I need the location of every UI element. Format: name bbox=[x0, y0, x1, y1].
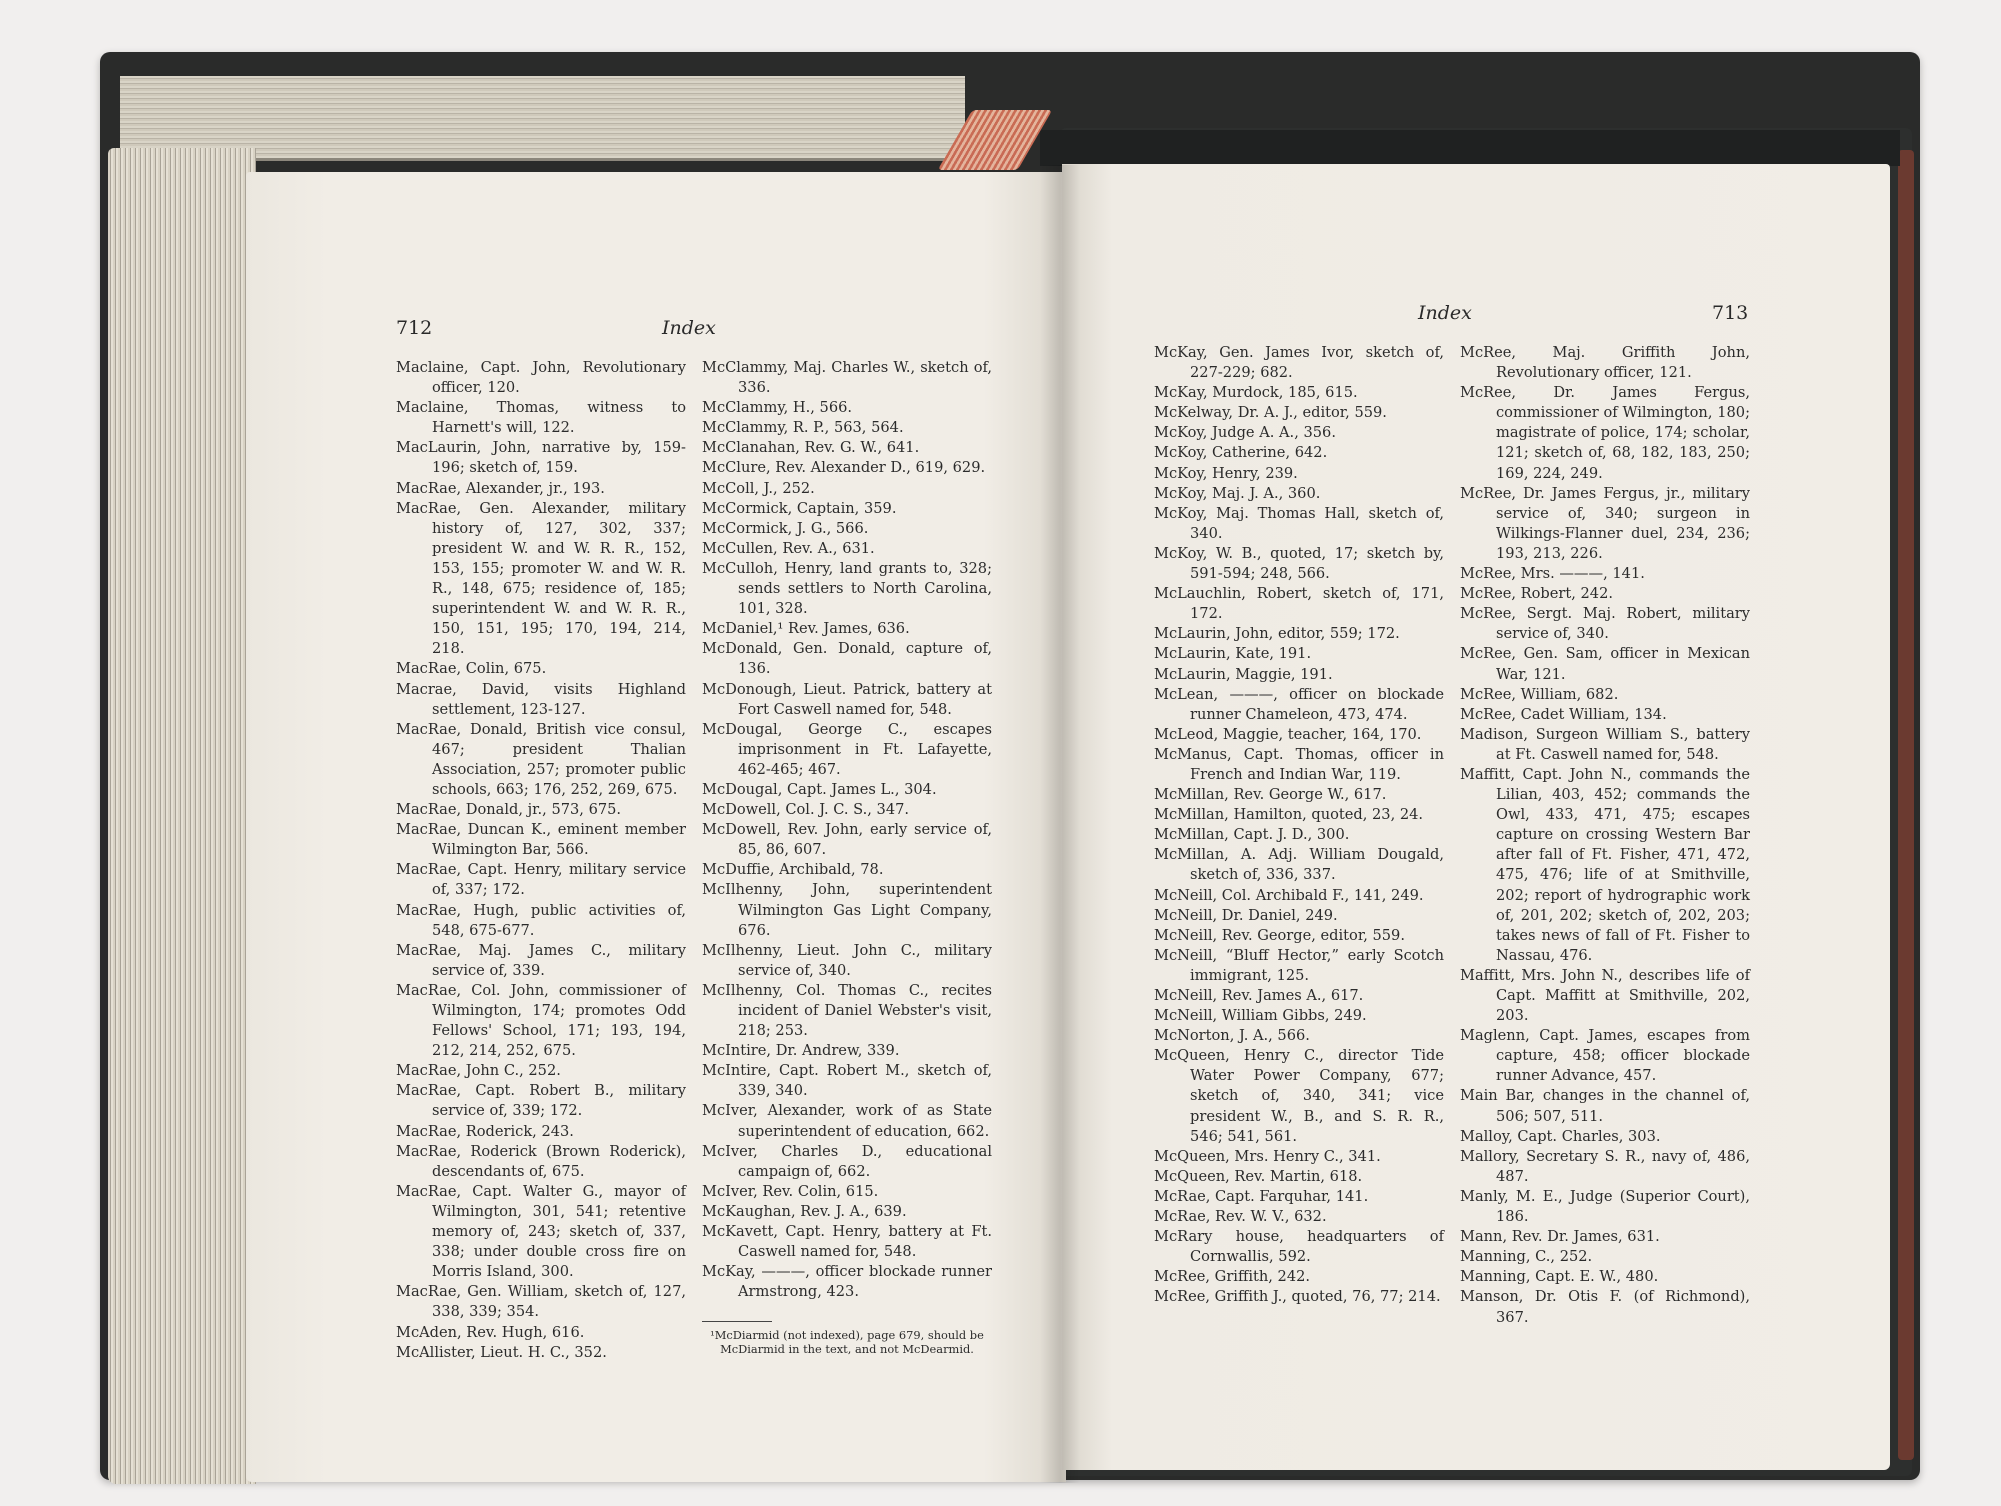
index-column bbox=[396, 358, 686, 1363]
index-entry: Manning, C., 252. bbox=[1460, 1248, 1593, 1266]
index-entry: McNeill, “Bluff Hector,” early Scotch immigrant, 125. bbox=[1154, 946, 1444, 984]
index-entry: McMillan, A. Adj. William Dougald, sketch of, 336, 337. bbox=[1154, 846, 1444, 884]
right-page-number: 713 bbox=[1712, 302, 1749, 324]
index-entry: MacRae, Gen. Alexander, military history of, 127, 302, 337; president W. and W. R. R., 152, 153, 155; promoter W. and W. R. R., 148, 675; residence of, 185; superintendent W. and W. R. R., 150, 151, 195; 170, 194, 214, 218. bbox=[396, 499, 686, 658]
index-entry: Maclaine, Capt. John, Revolutionary officer, 120. bbox=[396, 359, 686, 397]
index-entry: McIver, Rev. Colin, 615. bbox=[702, 1182, 879, 1200]
index-entry: Maffitt, Mrs. John N., describes life of Capt. Maffitt at Smithville, 202, 203. bbox=[1460, 966, 1750, 1025]
index-entry: McIntire, Capt. Robert M., sketch of, 339, 340. bbox=[702, 1062, 992, 1100]
footnote-rule bbox=[702, 1321, 772, 1322]
index-entry: McClammy, R. P., 563, 564. bbox=[702, 419, 904, 437]
index-entry: MacRae, Duncan K., eminent member Wilmington Bar, 566. bbox=[396, 821, 686, 859]
index-entry: McClure, Rev. Alexander D., 619, 629. bbox=[702, 459, 986, 477]
index-entry: McQueen, Henry C., director Tide Water Power Company, 677; sketch of, 340, 341; vice president W., B., and S. R. R., 546; 541, 561. bbox=[1154, 1047, 1444, 1145]
index-entry: MacLaurin, John, narrative by, 159-196; sketch of, 159. bbox=[396, 439, 686, 477]
index-entry: McRee, Gen. Sam, officer in Mexican War, 121. bbox=[1460, 645, 1750, 683]
index-entry: McRee, Maj. Griffith John, Revolutionary officer, 121. bbox=[1460, 344, 1750, 382]
index-entry: McIlhenny, John, superintendent Wilmington Gas Light Company, 676. bbox=[702, 881, 992, 939]
index-entry: McDougal, Capt. James L., 304. bbox=[702, 780, 937, 798]
index-entry: McRee, Griffith J., quoted, 76, 77; 214. bbox=[1154, 1288, 1441, 1306]
index-entry: MacRae, Alexander, jr., 193. bbox=[396, 479, 605, 497]
index-entry: Malloy, Capt. Charles, 303. bbox=[1460, 1127, 1661, 1145]
index-entry: McClammy, H., 566. bbox=[702, 399, 853, 417]
index-entry: MacRae, Roderick, 243. bbox=[396, 1122, 574, 1140]
index-entry: McKoy, Maj. J. A., 360. bbox=[1154, 484, 1321, 502]
index-entry: McDowell, Col. J. C. S., 347. bbox=[702, 801, 910, 819]
gutter-shadow bbox=[1040, 165, 1080, 1483]
index-entry: McKelway, Dr. A. J., editor, 559. bbox=[1154, 404, 1387, 422]
index-entry: McKoy, Henry, 239. bbox=[1154, 464, 1298, 482]
index-entry: Mallory, Secretary S. R., navy of, 486, 487. bbox=[1460, 1147, 1750, 1185]
left-page-number: 712 bbox=[396, 317, 433, 339]
index-entry: McRee, Griffith, 242. bbox=[1154, 1268, 1311, 1286]
index-entry: MacRae, John C., 252. bbox=[396, 1062, 561, 1080]
index-entry: Main Bar, changes in the channel of, 506; 507, 511. bbox=[1460, 1087, 1750, 1125]
index-entry: McClanahan, Rev. G. W., 641. bbox=[702, 439, 920, 457]
index-entry: McNeill, Col. Archibald F., 141, 249. bbox=[1154, 886, 1424, 904]
index-entry: McManus, Capt. Thomas, officer in French and Indian War, 119. bbox=[1154, 745, 1444, 783]
index-entry: McDowell, Rev. John, early service of, 85, 86, 607. bbox=[702, 821, 992, 859]
index-entry: McRee, William, 682. bbox=[1460, 685, 1619, 703]
index-entry: McDuffie, Archibald, 78. bbox=[702, 861, 884, 879]
index-entry: MacRae, Capt. Henry, military service of, 337; 172. bbox=[396, 861, 686, 899]
index-entry: McCullen, Rev. A., 631. bbox=[702, 539, 875, 557]
index-entry: MacRae, Col. John, commissioner of Wilmington, 174; promotes Odd Fellows' School, 171; 193, 194, 212, 214, 252, 675. bbox=[396, 981, 686, 1060]
index-entry: McKay, ———, officer blockade runner Armstrong, 423. bbox=[702, 1263, 992, 1301]
index-entry: McCormick, J. G., 566. bbox=[702, 519, 869, 537]
index-entry: McRae, Capt. Farquhar, 141. bbox=[1154, 1187, 1369, 1205]
index-entry: McCulloh, Henry, land grants to, 328; sends settlers to North Carolina, 101, 328. bbox=[702, 559, 992, 618]
index-entry: MacRae, Capt. Walter G., mayor of Wilmington, 301, 541; retentive memory of, 243; sketch of, 337, 338; under double cross fire on Morris Island, 300. bbox=[396, 1182, 686, 1281]
index-entry: McKay, Murdock, 185, 615. bbox=[1154, 384, 1358, 402]
index-column bbox=[1154, 343, 1444, 1308]
index-entry: McLaurin, Maggie, 191. bbox=[1154, 665, 1333, 683]
index-entry: McDonough, Lieut. Patrick, battery at Fort Caswell named for, 548. bbox=[702, 680, 992, 718]
index-entry: MacRae, Maj. James C., military service of, 339. bbox=[396, 941, 686, 979]
index-entry: Manson, Dr. Otis F. (of Richmond), 367. bbox=[1460, 1288, 1750, 1326]
index-entry: MacRae, Roderick (Brown Roderick), descendants of, 675. bbox=[396, 1142, 686, 1180]
footnote: ¹McDiarmid (not indexed), page 679, should be McDiarmid in the text, and not McDearmid. bbox=[710, 1328, 984, 1356]
spine bbox=[1040, 130, 1900, 166]
index-entry: Madison, Surgeon William S., battery at Ft. Caswell named for, 548. bbox=[1460, 725, 1750, 763]
cover-edge bbox=[1898, 150, 1914, 1460]
right-running-head: Index bbox=[1418, 302, 1472, 324]
index-entry: MacRae, Capt. Robert B., military service of, 339; 172. bbox=[396, 1082, 686, 1120]
index-entry: McIlhenny, Col. Thomas C., recites incident of Daniel Webster's visit, 218; 253. bbox=[702, 981, 992, 1040]
index-entry: Macrae, David, visits Highland settlement, 123-127. bbox=[396, 680, 686, 718]
left-running-head: Index bbox=[662, 317, 716, 339]
index-entry: McRary house, headquarters of Cornwallis, 592. bbox=[1154, 1228, 1444, 1266]
index-entry: McIlhenny, Lieut. John C., military service of, 340. bbox=[702, 941, 992, 979]
page-block-fore-edge bbox=[108, 148, 256, 1484]
index-entry: McRee, Cadet William, 134. bbox=[1460, 705, 1667, 723]
index-entry: McIver, Alexander, work of as State superintendent of education, 662. bbox=[702, 1102, 992, 1140]
index-entry: Maclaine, Thomas, witness to Harnett's will, 122. bbox=[396, 399, 686, 437]
index-entry: McLaurin, Kate, 191. bbox=[1154, 645, 1312, 663]
index-entry: McNorton, J. A., 566. bbox=[1154, 1027, 1310, 1045]
index-entry: McLean, ———, officer on blockade runner Chameleon, 473, 474. bbox=[1154, 685, 1444, 723]
index-entry: McAllister, Lieut. H. C., 352. bbox=[396, 1343, 607, 1361]
index-entry: McIntire, Dr. Andrew, 339. bbox=[702, 1042, 900, 1060]
index-entry: MacRae, Donald, jr., 573, 675. bbox=[396, 801, 622, 819]
index-entry: Manly, M. E., Judge (Superior Court), 186. bbox=[1460, 1187, 1750, 1226]
index-entry: Maffitt, Capt. John N., commands the Lilian, 403, 452; commands the Owl, 433, 471, 475; escapes capture on crossing Western Bar after fall of Ft. Fisher, 471, 472, 475, 476; life of at Smithville, 202; report of hydrographic work of, 201, 202; sketch of, 202, 203; takes news of fall of Ft. Fisher to Nassau, 476. bbox=[1460, 765, 1750, 964]
index-entry: McMillan, Hamilton, quoted, 23, 24. bbox=[1154, 806, 1424, 824]
index-entry: MacRae, Gen. William, sketch of, 127, 338, 339; 354. bbox=[396, 1283, 686, 1321]
index-entry: McRee, Sergt. Maj. Robert, military service of, 340. bbox=[1460, 605, 1750, 643]
index-entry: MacRae, Colin, 675. bbox=[396, 660, 547, 678]
index-column bbox=[1460, 343, 1750, 1328]
index-entry: McMillan, Rev. George W., 617. bbox=[1154, 786, 1387, 804]
index-entry: McNeill, Rev. George, editor, 559. bbox=[1154, 926, 1405, 944]
index-entry: McQueen, Rev. Martin, 618. bbox=[1154, 1167, 1363, 1185]
index-entry: McDougal, George C., escapes imprisonment in Ft. Lafayette, 462-465; 467. bbox=[702, 720, 992, 778]
index-entry: McLauchlin, Robert, sketch of, 171, 172. bbox=[1154, 585, 1444, 623]
index-entry: McDonald, Gen. Donald, capture of, 136. bbox=[702, 640, 992, 678]
index-entry: McNeill, William Gibbs, 249. bbox=[1154, 1007, 1367, 1025]
index-entry: MacRae, Donald, British vice consul, 467; president Thalian Association, 257; promoter public schools, 663; 176, 252, 269, 675. bbox=[396, 720, 686, 798]
index-entry: McNeill, Dr. Daniel, 249. bbox=[1154, 906, 1338, 924]
index-entry: McDaniel,¹ Rev. James, 636. bbox=[702, 620, 910, 638]
index-entry: Manning, Capt. E. W., 480. bbox=[1460, 1268, 1659, 1286]
index-entry: McNeill, Rev. James A., 617. bbox=[1154, 987, 1364, 1004]
index-entry: MacRae, Hugh, public activities of, 548, 675-677. bbox=[396, 901, 686, 939]
index-entry: McKoy, W. B., quoted, 17; sketch by, 591-594; 248, 566. bbox=[1154, 544, 1444, 583]
index-entry: McRee, Dr. James Fergus, commissioner of Wilmington, 180; magistrate of police, 174; scholar, 121; sketch of, 68, 182, 183, 250; 169, 224, 249. bbox=[1460, 384, 1750, 482]
index-column bbox=[702, 358, 992, 1302]
index-entry: McKoy, Catherine, 642. bbox=[1154, 444, 1328, 462]
index-entry: McAden, Rev. Hugh, 616. bbox=[396, 1323, 585, 1341]
index-entry: McLeod, Maggie, teacher, 164, 170. bbox=[1154, 725, 1422, 743]
index-entry: McKoy, Maj. Thomas Hall, sketch of, 340. bbox=[1154, 504, 1444, 542]
index-entry: McKavett, Capt. Henry, battery at Ft. Caswell named for, 548. bbox=[702, 1223, 992, 1261]
index-entry: McKoy, Judge A. A., 356. bbox=[1154, 424, 1336, 442]
index-entry: Maglenn, Capt. James, escapes from capture, 458; officer blockade runner Advance, 457. bbox=[1460, 1027, 1750, 1085]
index-entry: McClammy, Maj. Charles W., sketch of, 336. bbox=[702, 359, 992, 397]
index-entry: McKay, Gen. James Ivor, sketch of, 227-229; 682. bbox=[1154, 344, 1444, 382]
index-entry: McRee, Dr. James Fergus, jr., military service of, 340; surgeon in Wilkings-Flanner duel, 234, 236; 193, 213, 226. bbox=[1460, 484, 1750, 562]
index-entry: McIver, Charles D., educational campaign of, 662. bbox=[702, 1142, 992, 1180]
index-entry: McRae, Rev. W. V., 632. bbox=[1154, 1208, 1327, 1226]
index-entry: McKaughan, Rev. J. A., 639. bbox=[702, 1202, 907, 1220]
index-entry: McColl, J., 252. bbox=[702, 479, 815, 497]
index-entry: McMillan, Capt. J. D., 300. bbox=[1154, 826, 1350, 844]
index-entry: McLaurin, John, editor, 559; 172. bbox=[1154, 625, 1400, 643]
index-entry: McQueen, Mrs. Henry C., 341. bbox=[1154, 1147, 1381, 1165]
index-entry: McRee, Mrs. ———, 141. bbox=[1460, 565, 1645, 583]
index-entry: Mann, Rev. Dr. James, 631. bbox=[1460, 1228, 1660, 1246]
index-entry: McCormick, Captain, 359. bbox=[702, 499, 897, 517]
index-entry: McRee, Robert, 242. bbox=[1460, 585, 1614, 603]
